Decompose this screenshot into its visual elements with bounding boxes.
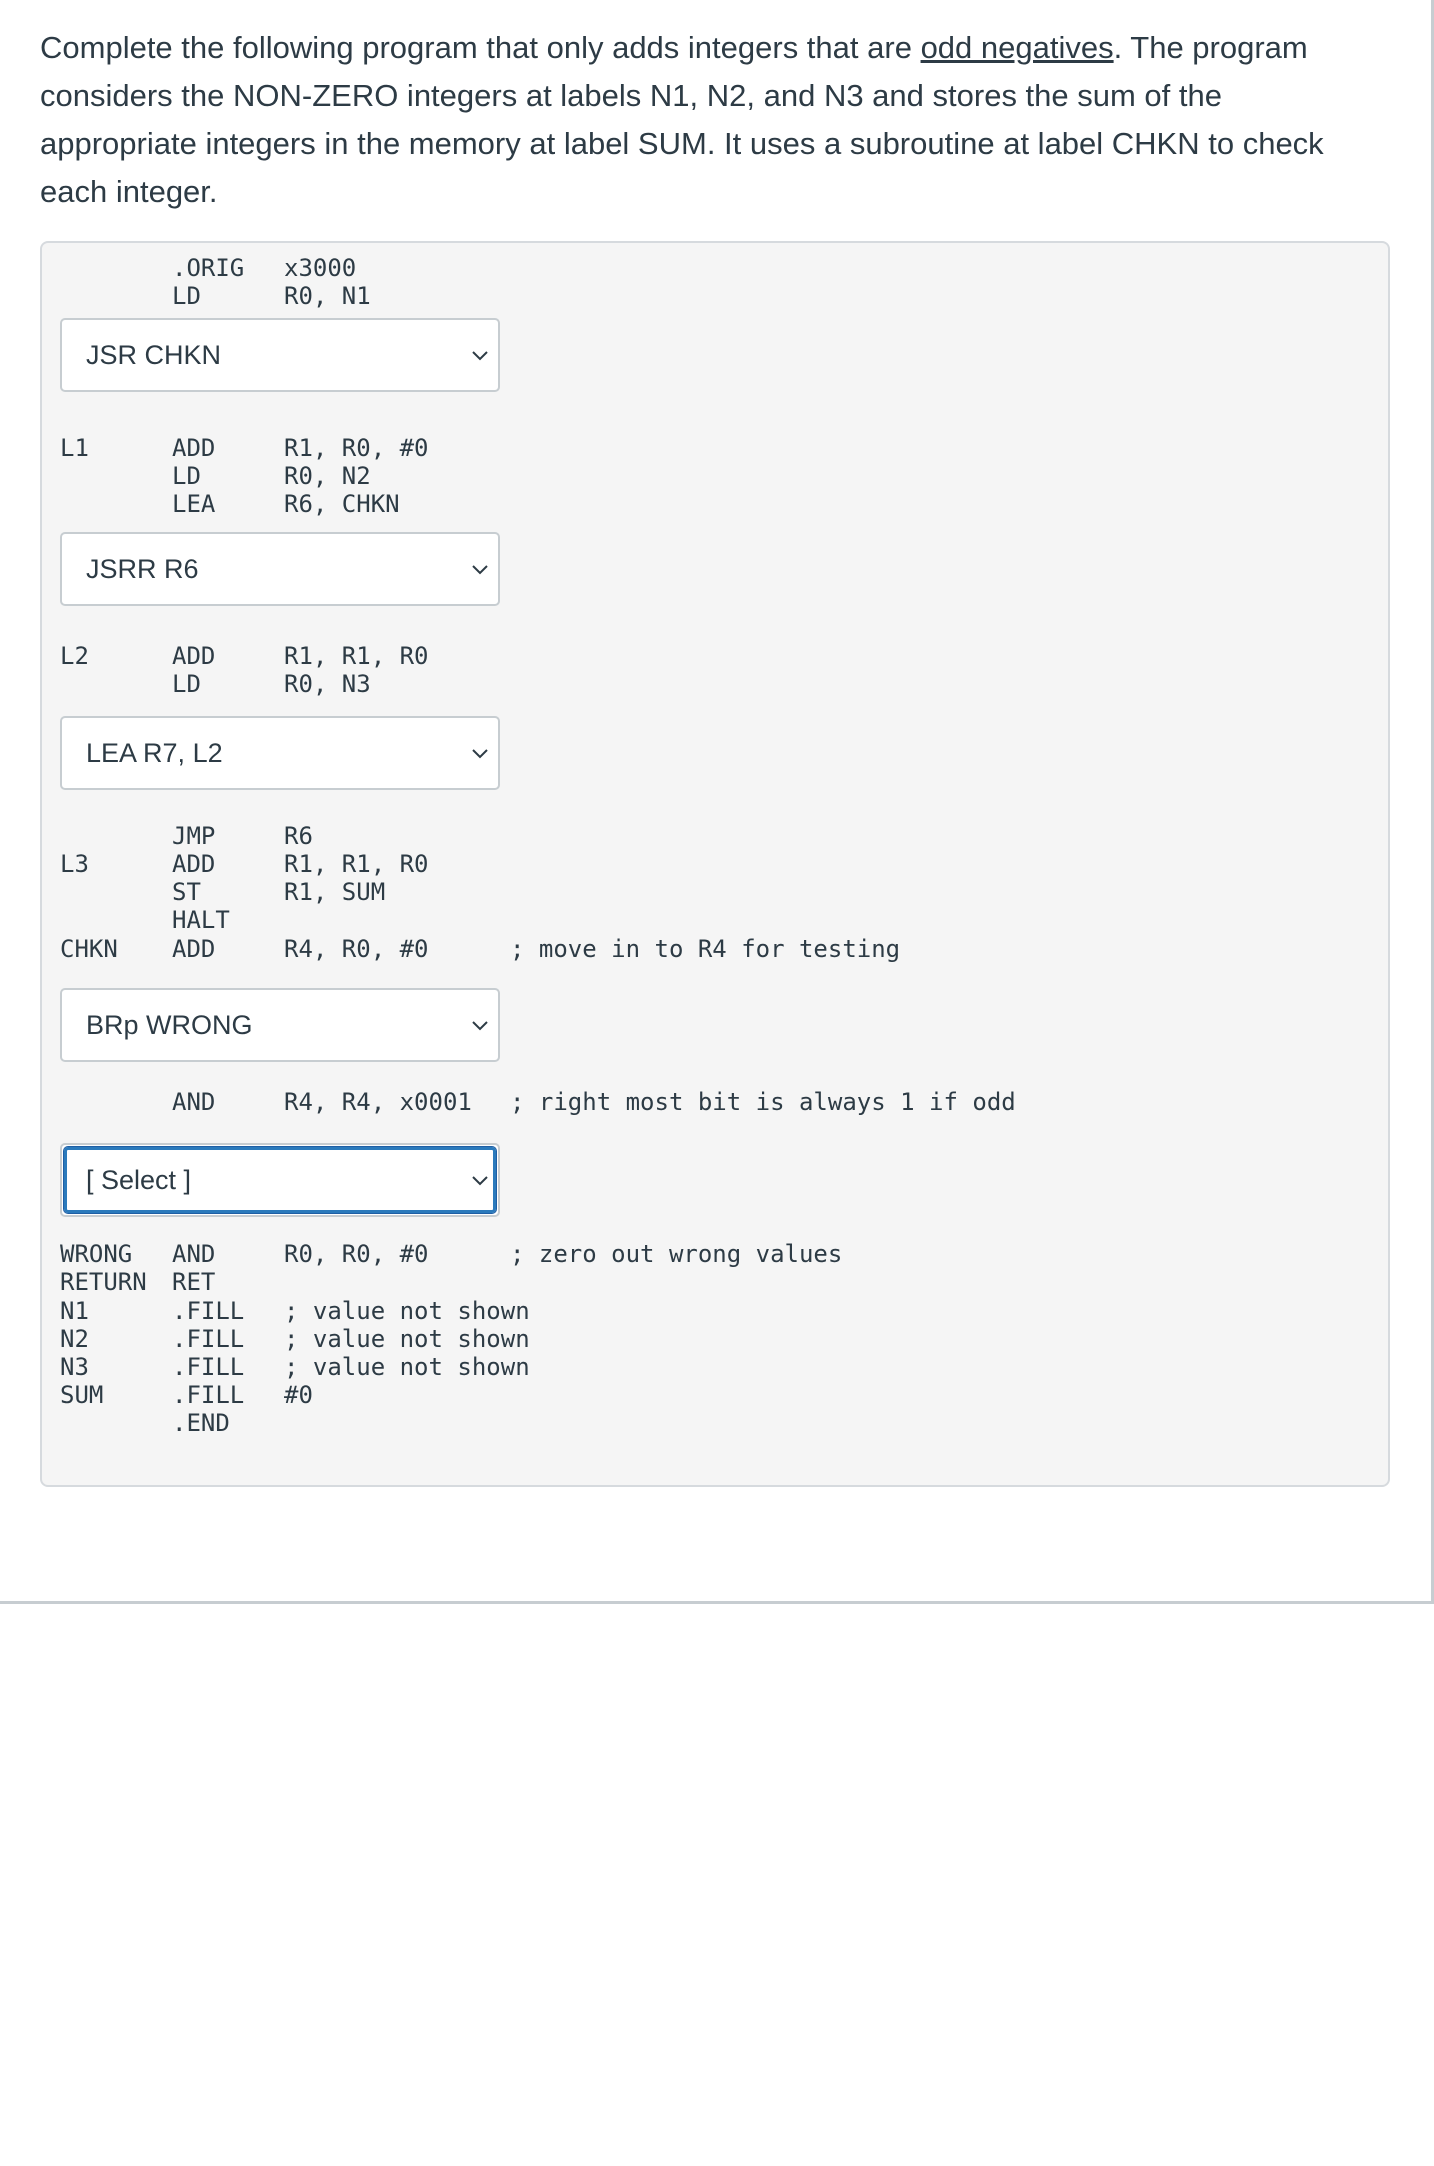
code-label: L2 bbox=[60, 642, 89, 670]
code-args: R4, R4, x0001 bbox=[284, 1088, 472, 1116]
question-underlined-text: odd negatives bbox=[920, 30, 1114, 65]
code-label: WRONG bbox=[60, 1240, 133, 1268]
answer-dropdown-5[interactable] bbox=[60, 1143, 500, 1217]
answer-dropdown-4[interactable] bbox=[60, 988, 500, 1062]
answer-dropdown-3[interactable] bbox=[60, 716, 500, 790]
code-op: LD bbox=[172, 462, 201, 490]
code-op: LEA bbox=[172, 490, 216, 518]
code-args: R1, R1, R0 bbox=[284, 850, 429, 878]
question-prompt bbox=[40, 24, 1380, 216]
code-op: ST bbox=[172, 878, 201, 906]
code-op: AND bbox=[172, 1240, 216, 1268]
code-args: R1, SUM bbox=[284, 878, 386, 906]
code-label: RETURN bbox=[60, 1268, 147, 1296]
code-args: R6, CHKN bbox=[284, 490, 400, 518]
code-op: .END bbox=[172, 1409, 230, 1437]
chevron-down-icon bbox=[470, 561, 490, 577]
code-op: ADD bbox=[172, 434, 216, 462]
code-op: JMP bbox=[172, 822, 216, 850]
code-comment: ; right most bit is always 1 if odd bbox=[510, 1088, 1016, 1116]
code-op: .FILL bbox=[172, 1325, 245, 1353]
code-args: x3000 bbox=[284, 254, 357, 282]
chevron-down-icon bbox=[470, 745, 490, 761]
question-text-after: . The program considers the NON-ZERO integers at labels N1, N2, and N3 and stores the sum of the appropriate integers in the memory at label SUM. It uses a subroutine at label CHKN to check each integer. bbox=[40, 30, 1324, 209]
answer-dropdown-2[interactable] bbox=[60, 532, 500, 606]
chevron-down-icon bbox=[470, 1172, 490, 1188]
code-op: .ORIG bbox=[172, 254, 245, 282]
code-op: LD bbox=[172, 670, 201, 698]
code-comment: ; zero out wrong values bbox=[510, 1240, 843, 1268]
code-op: .FILL bbox=[172, 1297, 245, 1325]
code-op: HALT bbox=[172, 906, 230, 934]
code-op: RET bbox=[172, 1268, 216, 1296]
code-args: R4, R0, #0 bbox=[284, 935, 429, 963]
code-label: SUM bbox=[60, 1381, 104, 1409]
chevron-down-icon bbox=[470, 1017, 490, 1033]
code-op: ADD bbox=[172, 850, 216, 878]
code-op: .FILL bbox=[172, 1381, 245, 1409]
chevron-down-icon bbox=[470, 347, 490, 363]
code-op: ADD bbox=[172, 642, 216, 670]
dropdown-selected-value: LEA R7, L2 bbox=[86, 738, 223, 768]
code-args: R1, R1, R0 bbox=[284, 642, 429, 670]
dropdown-selected-value: JSRR R6 bbox=[86, 554, 199, 584]
code-op: ADD bbox=[172, 935, 216, 963]
code-args: R0, N3 bbox=[284, 670, 371, 698]
code-label: N1 bbox=[60, 1297, 89, 1325]
answer-dropdown-1[interactable] bbox=[60, 318, 500, 392]
code-label: L1 bbox=[60, 434, 89, 462]
dropdown-selected-value: BRp WRONG bbox=[86, 1010, 253, 1040]
dropdown-placeholder: [ Select ] bbox=[86, 1165, 192, 1195]
code-label: CHKN bbox=[60, 935, 118, 963]
code-args: ; value not shown bbox=[284, 1325, 530, 1353]
question-text-before: Complete the following program that only adds integers that are bbox=[40, 30, 921, 65]
code-comment: ; move in to R4 for testing bbox=[510, 935, 901, 963]
code-op: LD bbox=[172, 282, 201, 310]
code-args: R0, N2 bbox=[284, 462, 371, 490]
code-args: R6 bbox=[284, 822, 313, 850]
code-args: ; value not shown bbox=[284, 1297, 530, 1325]
code-label: L3 bbox=[60, 850, 89, 878]
code-op: AND bbox=[172, 1088, 216, 1116]
code-args: R1, R0, #0 bbox=[284, 434, 429, 462]
code-args: R0, N1 bbox=[284, 282, 371, 310]
code-label: N2 bbox=[60, 1325, 89, 1353]
code-args: #0 bbox=[284, 1381, 313, 1409]
code-args: R0, R0, #0 bbox=[284, 1240, 429, 1268]
code-op: .FILL bbox=[172, 1353, 245, 1381]
dropdown-selected-value: JSR CHKN bbox=[86, 340, 222, 370]
code-label: N3 bbox=[60, 1353, 89, 1381]
code-args: ; value not shown bbox=[284, 1353, 530, 1381]
